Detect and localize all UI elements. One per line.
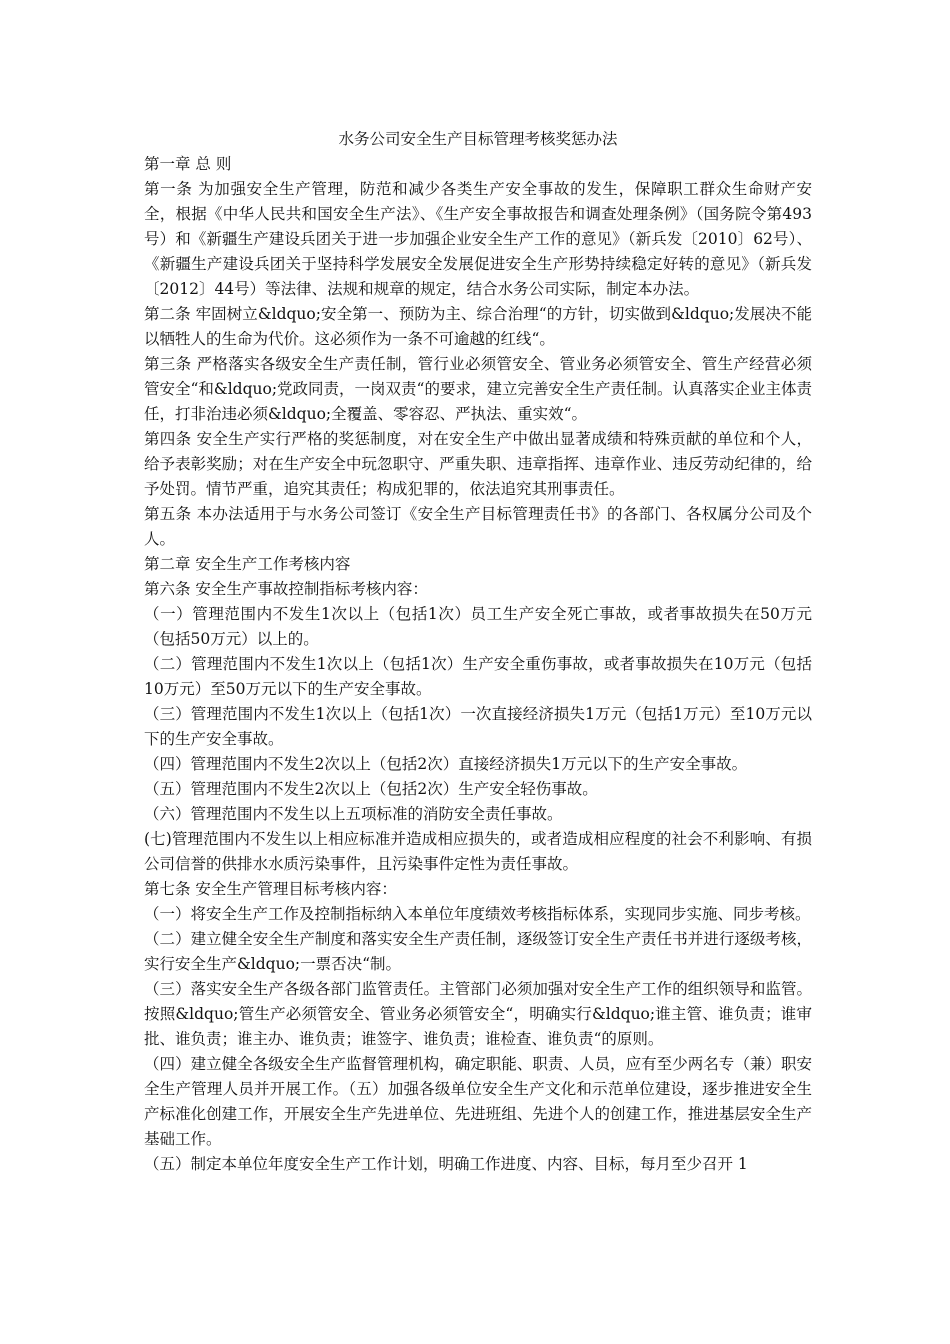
list-item: （一）将安全生产工作及控制指标纳入本单位年度绩效考核指标体系，实现同步实施、同步考核。 — [144, 905, 811, 923]
article-paragraph: 第一条 为加强安全生产管理，防范和减少各类生产安全事故的发生，保障职工群众生命财产安全，根据《中华人民共和国安全生产法》、《生产安全事故报告和调查处理条例》（国务院令第493号）和《新疆生产建设兵团关于进一步加强企业安全生产工作的意见》（新兵发〔2010〕62号）、《新疆生产建设兵团关于坚持科学发展安全发展促进安全生产形势持续稳定好转的意见》（新兵发〔2012〕44号）等法律、法规和规章的规定，结合水务公司实际，制定本办法。 — [144, 180, 812, 298]
article-paragraph: 第四条 安全生产实行严格的奖惩制度，对在安全生产中做出显著成绩和特殊贡献的单位和个人，给予表彰奖励；对在生产安全中玩忽职守、严重失职、违章指挥、违章作业、违反劳动纪律的，给予处罚。情节严重，追究其责任；构成犯罪的，依法追究其刑事责任。 — [144, 430, 812, 498]
document-body — [144, 127, 812, 1177]
list-item: （六）管理范围内不发生以上五项标准的消防安全责任事故。 — [144, 805, 563, 823]
article-paragraph: 第七条 安全生产管理目标考核内容： — [144, 880, 397, 898]
list-item: （二）建立健全安全生产制度和落实安全生产责任制，逐级签订安全生产责任书并进行逐级考核，实行安全生产&ldquo;一票否决“制。 — [144, 930, 812, 973]
chapter-heading: 第二章 安全生产工作考核内容 — [144, 555, 351, 573]
article-paragraph: 第六条 安全生产事故控制指标考核内容： — [144, 580, 428, 598]
list-item: （五）管理范围内不发生2次以上（包括2次）生产安全轻伤事故。 — [144, 780, 598, 798]
article-paragraph: 第五条 本办法适用于与水务公司签订《安全生产目标管理责任书》的各部门、各权属分公司及个人。 — [144, 505, 812, 548]
list-item: （三）落实安全生产各级各部门监管责任。主管部门必须加强对安全生产工作的组织领导和监管。按照&ldquo;管生产必须管安全、管业务必须管安全“，明确实行&ldquo;谁主管、谁负责；谁审批、谁负责；谁主办、谁负责；谁签字、谁负责；谁检查、谁负责“的原则。 — [144, 980, 812, 1048]
article-paragraph: 第二条 牢固树立&ldquo;安全第一、预防为主、综合治理“的方针，切实做到&ldquo;发展决不能以牺牲人的生命为代价。这必须作为一条不可逾越的红线“。 — [144, 305, 812, 348]
list-item: （一）管理范围内不发生1次以上（包括1次）员工生产安全死亡事故，或者事故损失在50万元（包括50万元）以上的。 — [144, 605, 812, 648]
list-item: （五）制定本单位年度安全生产工作计划，明确工作进度、内容、目标，每月至少召开 1 — [144, 1155, 748, 1173]
chapter-heading: 第一章 总 则 — [144, 155, 232, 173]
list-item: （二）管理范围内不发生1次以上（包括1次）生产安全重伤事故，或者事故损失在10万元（包括10万元）至50万元以下的生产安全事故。 — [144, 655, 812, 698]
list-item: （四）管理范围内不发生2次以上（包括2次）直接经济损失1万元以下的生产安全事故。 — [144, 755, 748, 773]
list-item: （四）建立健全各级安全生产监督管理机构，确定职能、职责、人员，应有至少两名专（兼）职安全生产管理人员并开展工作。（五）加强各级单位安全生产文化和示范单位建设，逐步推进安全生产标准化创建工作，开展安全生产先进单位、先进班组、先进个人的创建工作，推进基层安全生产基础工作。 — [144, 1055, 812, 1148]
document-title: 水务公司安全生产目标管理考核奖惩办法 — [338, 130, 618, 148]
list-item: （三）管理范围内不发生1次以上（包括1次）一次直接经济损失1万元（包括1万元）至10万元以下的生产安全事故。 — [144, 705, 812, 748]
list-item: (七)管理范围内不发生以上相应标准并造成相应损失的，或者造成相应程度的社会不利影响、有损公司信誉的供排水水质污染事件，且污染事件定性为责任事故。 — [144, 830, 812, 873]
article-paragraph: 第三条 严格落实各级安全生产责任制，管行业必须管安全、管业务必须管安全、管生产经营必须管安全“和&ldquo;党政同责，一岗双责“的要求，建立完善安全生产责任制。认真落实企业主体责任，打非治违必须&ldquo;全覆盖、零容忍、严执法、重实效“。 — [144, 355, 812, 423]
